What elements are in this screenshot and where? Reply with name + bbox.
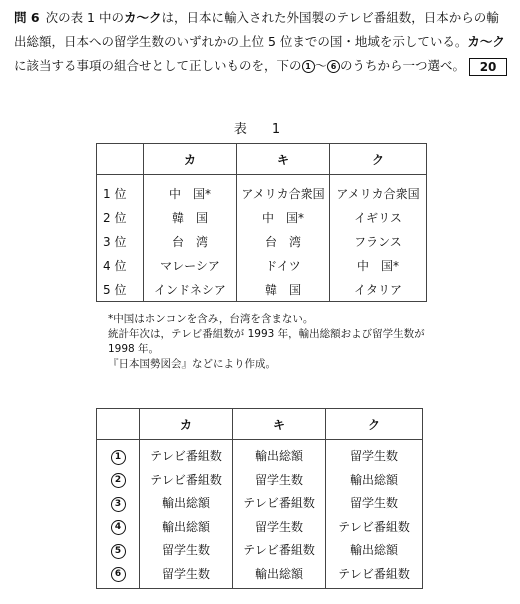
note-source: 『日本国勢図会』などにより作成。 [108, 358, 276, 370]
rank-cell: 4 位 [97, 253, 144, 277]
option-number-marker: 4 [111, 520, 126, 535]
table-cell: 輸出総額 [233, 440, 326, 468]
table-cell: 中 国* [237, 205, 330, 229]
table-row [97, 538, 423, 562]
table-row [97, 468, 423, 492]
table-cell: テレビ番組数 [326, 515, 423, 539]
table-cell: アメリカ合衆国 [330, 175, 427, 206]
table-cell: イギリス [330, 205, 427, 229]
table-row [97, 175, 427, 206]
range-label-a: カ～ク [123, 10, 162, 25]
option-number-marker: 2 [111, 473, 126, 488]
table-cell: 台 湾 [144, 229, 237, 253]
rank-cell: 2 位 [97, 205, 144, 229]
table-row [97, 205, 427, 229]
table-row [97, 515, 423, 539]
table-cell: 輸出総額 [140, 491, 233, 515]
table-cell: 輸出総額 [326, 538, 423, 562]
table-cell: 留学生数 [326, 491, 423, 515]
table-cell: 留学生数 [233, 515, 326, 539]
question-text-3: に該当する事項の組合せとして正しいものを，下の [14, 58, 302, 73]
note-china: *中国はホンコンを含み，台湾を含まない。 [108, 313, 314, 325]
table1-header-row [97, 144, 427, 175]
option-number-marker: 1 [111, 450, 126, 465]
table-cell: テレビ番組数 [140, 440, 233, 468]
choices-header-ki: キ [233, 409, 326, 440]
option-number-marker: 6 [111, 567, 126, 582]
table-cell: 韓 国 [237, 277, 330, 302]
choice-from-marker: 1 [302, 60, 315, 73]
table-cell: 留学生数 [326, 440, 423, 468]
table-cell: 輸出総額 [233, 562, 326, 589]
choices-header-row [97, 409, 423, 440]
question-text [14, 6, 508, 78]
table-cell: テレビ番組数 [140, 468, 233, 492]
table-cell: 台 湾 [237, 229, 330, 253]
table1-title: 表 1 [233, 122, 287, 137]
table-cell: マレーシア [144, 253, 237, 277]
table-cell: フランス [330, 229, 427, 253]
question-text-2: は，日本に輸入された外国製のテレビ番組数，日本からの輸出総額，日本への留学生数のいずれかの上位 5 位までの国・地域を示している。 [14, 10, 499, 49]
choices-header-ka: カ [140, 409, 233, 440]
note-stat-years-cont: 1998 年。 [108, 343, 160, 355]
table-cell: 中 国* [144, 175, 237, 206]
question-text-4: のうちから一つ選べ。 [340, 58, 466, 73]
table-cell: 留学生数 [233, 468, 326, 492]
question-number: 問 6 [14, 10, 40, 25]
table-cell: インドネシア [144, 277, 237, 302]
option-cell [97, 562, 140, 589]
table-cell: テレビ番組数 [326, 562, 423, 589]
table-cell: 留学生数 [140, 562, 233, 589]
table-cell: 中 国* [330, 253, 427, 277]
rank-cell: 3 位 [97, 229, 144, 253]
table1-header-ka: カ [144, 144, 237, 175]
table-cell: 韓 国 [144, 205, 237, 229]
table1-header-corner [97, 144, 144, 175]
option-cell [97, 538, 140, 562]
table-cell: 留学生数 [140, 538, 233, 562]
table-row [97, 229, 427, 253]
option-cell [97, 515, 140, 539]
table-cell: ドイツ [237, 253, 330, 277]
option-cell [97, 468, 140, 492]
note-stat-years: 統計年次は，テレビ番組数が 1993 年，輸出総額および留学生数が [108, 328, 425, 340]
choices-header-corner [97, 409, 140, 440]
table-cell: アメリカ合衆国 [237, 175, 330, 206]
option-number-marker: 3 [111, 497, 126, 512]
choice-to-marker: 6 [327, 60, 340, 73]
table-cell: 輸出総額 [326, 468, 423, 492]
table-row [97, 562, 423, 589]
table1-notes [108, 312, 488, 372]
table-row [97, 277, 427, 302]
table1-header-ku: ク [330, 144, 427, 175]
choices-header-ku: ク [326, 409, 423, 440]
table1-header-ki: キ [237, 144, 330, 175]
option-cell [97, 491, 140, 515]
choices-table [96, 408, 423, 589]
option-cell [97, 440, 140, 468]
option-number-marker: 5 [111, 544, 126, 559]
table-cell: イタリア [330, 277, 427, 302]
question-text-1: 次の表 1 中の [45, 10, 124, 25]
table-cell: 輸出総額 [140, 515, 233, 539]
rank-cell: 5 位 [97, 277, 144, 302]
choice-tilde: ～ [314, 58, 328, 73]
rank-cell: 1 位 [97, 175, 144, 206]
table-row [97, 491, 423, 515]
table-row [97, 253, 427, 277]
range-label-b: カ～ク [467, 34, 505, 49]
table-row [97, 440, 423, 468]
table1 [96, 143, 427, 302]
table-cell: テレビ番組数 [233, 538, 326, 562]
table-cell: テレビ番組数 [233, 491, 326, 515]
answer-number-box: 20 [469, 58, 507, 76]
